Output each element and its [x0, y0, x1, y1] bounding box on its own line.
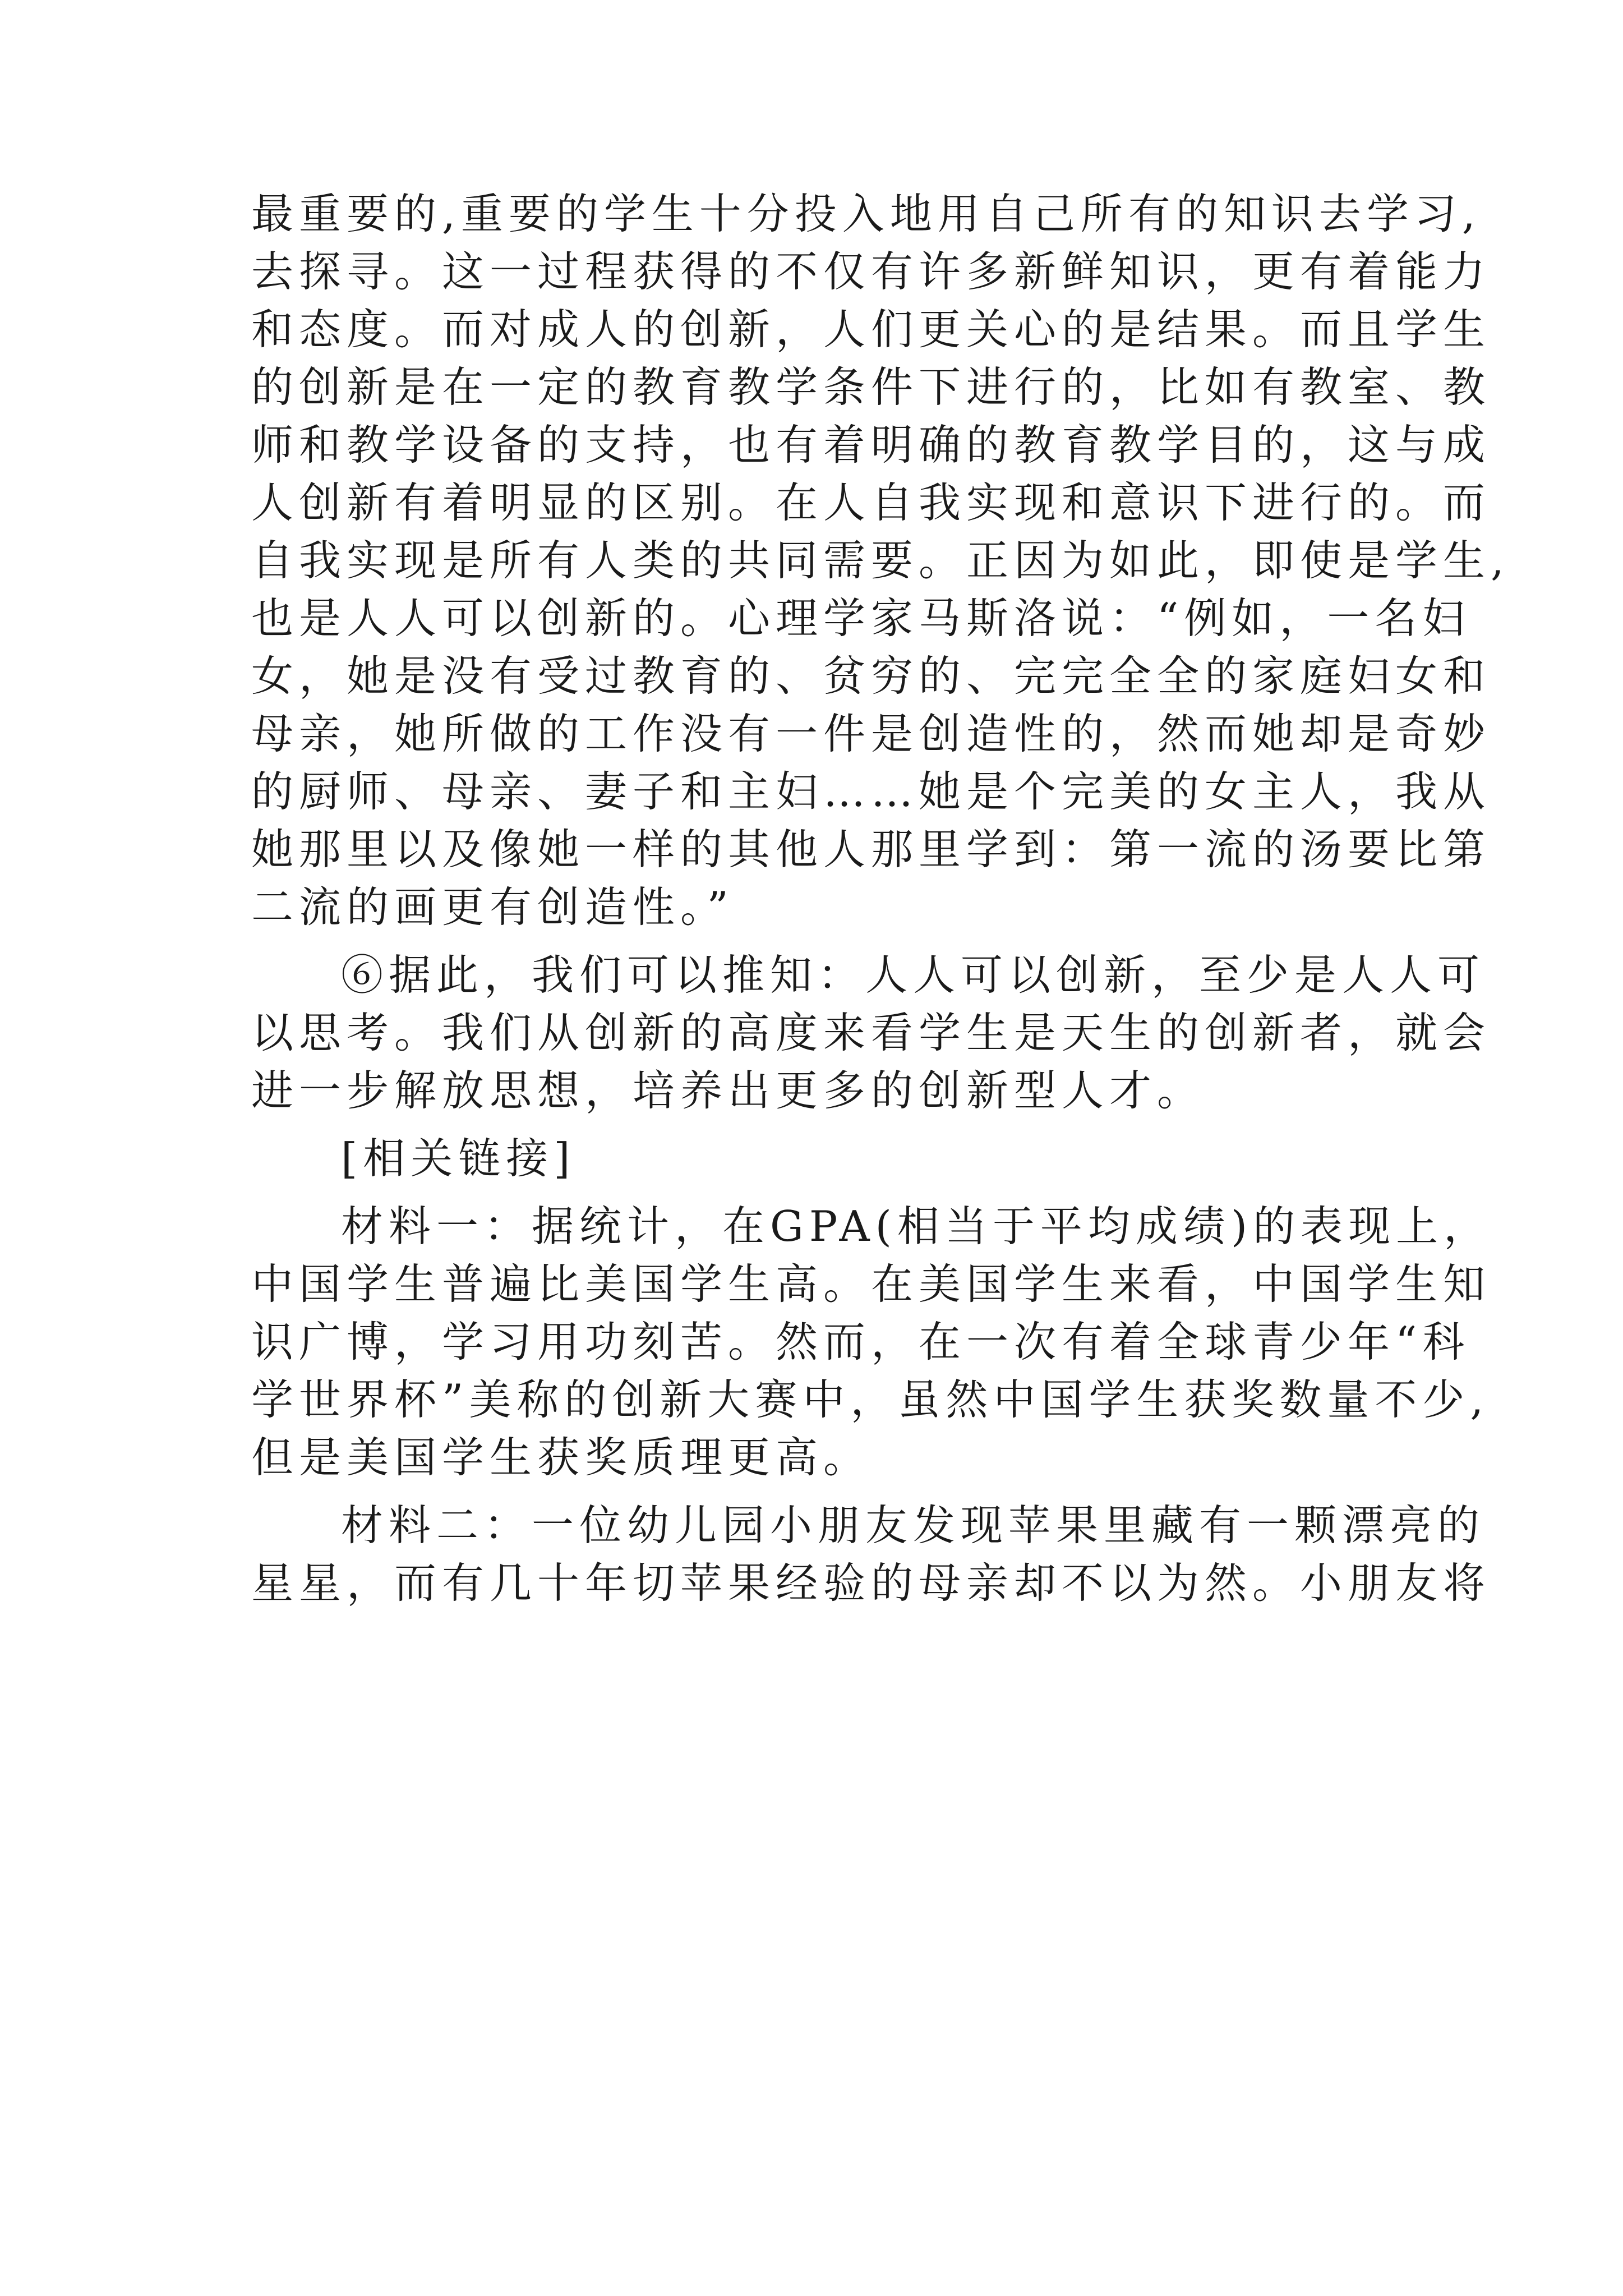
text-line: 星星，而有几十年切苹果经验的母亲却不以为然。小朋友将 [251, 1558, 1491, 1608]
text-line: 识广博，学习用功刻苦。然而，在一次有着全球青少年“科 [251, 1317, 1470, 1366]
text-line: 也是人人可以创新的。心理学家马斯洛说：“例如，一名妇 [251, 593, 1470, 643]
text-line: 母亲，她所做的工作没有一件是创造性的，然而她却是奇妙 [251, 709, 1491, 758]
document-body [251, 185, 1510, 1612]
text-line: 最重要的,重要的学生十分投入地用自己所有的知识去学习, [251, 189, 1481, 238]
text-line: 学世界杯”美称的创新大赛中，虽然中国学生获奖数量不少, [251, 1375, 1490, 1424]
text-line: 她那里以及像她一样的其他人那里学到：第一流的汤要比第 [251, 825, 1491, 874]
text-line: 以思考。我们从创新的高度来看学生是天生的创新者，就会 [251, 1008, 1491, 1057]
text-line: 但是美国学生获奖质理更高。 [251, 1433, 872, 1482]
text-line: 女，她是没有受过教育的、贫穷的、完完全全的家庭妇女和 [251, 651, 1491, 701]
material-two-start: 材料二：一位幼儿园小朋友发现苹果里藏有一颗漂亮的 [341, 1501, 1486, 1550]
text-line: 和态度。而对成人的创新，人们更关心的是结果。而且学生 [251, 305, 1491, 354]
text-line: 的厨师、母亲、妻子和主妇……她是个完美的女主人，我从 [251, 767, 1491, 816]
text-line: 的创新是在一定的教育教学条件下进行的，比如有教室、教 [251, 362, 1491, 412]
material-one-start: 材料一：据统计，在GPA(相当于平均成绩)的表现上， [341, 1202, 1492, 1251]
text-line: 师和教学设备的支持，也有着明确的教育教学目的，这与成 [251, 420, 1491, 470]
text-line: 二流的画更有创造性。” [251, 882, 734, 932]
text-line: 人创新有着明显的区别。在人自我实现和意识下进行的。而 [251, 478, 1491, 527]
text-line: 自我实现是所有人类的共同需要。正因为如此，即使是学生, [251, 536, 1510, 585]
text-line: 去探寻。这一过程获得的不仅有许多新鲜知识，更有着能力 [251, 247, 1491, 296]
text-line: 进一步解放思想，培养出更多的创新型人才。 [251, 1066, 1205, 1115]
paragraph-six-start: ⑥据此，我们可以推知：人人可以创新，至少是人人可 [341, 950, 1486, 1000]
related-links-heading: [相关链接] [341, 1134, 576, 1183]
text-line: 中国学生普遍比美国学生高。在美国学生来看，中国学生知 [251, 1259, 1491, 1309]
